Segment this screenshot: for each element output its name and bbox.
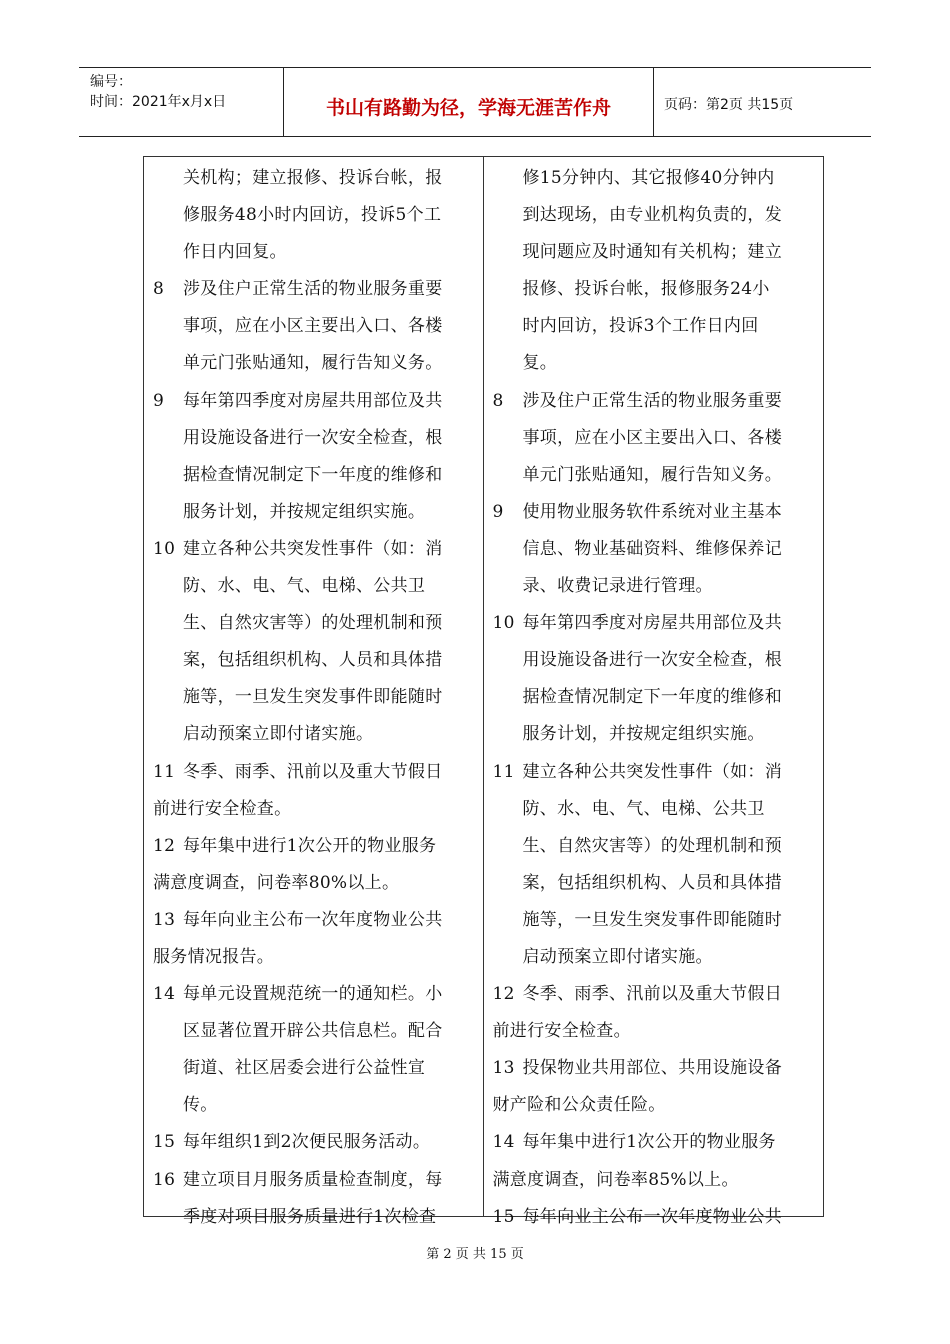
item-text: 涉及住户正常生活的物业服务重要 (522, 390, 782, 411)
item-text: 生、自然灾害等）的处理机制和预 (183, 613, 443, 634)
item-text: 前进行安全检查。 (153, 798, 292, 819)
item-text: 施等，一旦发生突发事件即能随时 (183, 687, 443, 708)
text-line (153, 308, 473, 345)
text-line (153, 345, 473, 382)
item-text: 防、水、电、气、电梯、公共卫 (522, 798, 765, 819)
text-line (153, 902, 473, 939)
item-text: 事项，应在小区主要出入口、各楼 (522, 427, 782, 448)
item-text: 传。 (183, 1095, 218, 1116)
text-line (493, 197, 814, 234)
item-text: 事项，应在小区主要出入口、各楼 (183, 316, 443, 337)
text-line (153, 1013, 473, 1050)
left-column (144, 157, 484, 1227)
item-text: 建立各种公共突发性事件（如：消 (183, 538, 443, 559)
text-line (153, 1124, 473, 1161)
item-number: 11 (153, 761, 176, 782)
text-line (153, 271, 473, 308)
item-text: 案，包括组织机构、人员和具体措 (183, 650, 443, 671)
header-motto: 书山有路勤为径，学海无涯苦作舟 (284, 68, 654, 136)
item-text: 每年向业主公布一次年度物业公共 (522, 1206, 782, 1227)
item-text: 到达现场，由专业机构负责的，发 (522, 205, 782, 226)
text-line (493, 754, 814, 791)
item-text: 每年向业主公布一次年度物业公共 (183, 909, 443, 930)
item-text: 季度对项目服务质量进行1次检查 (183, 1206, 437, 1227)
item-text: 报修、投诉台帐，报修服务24小 (522, 279, 770, 300)
text-line (493, 234, 814, 271)
text-line (493, 1050, 814, 1087)
item-text: 每年第四季度对房屋共用部位及共 (522, 613, 782, 634)
text-line (493, 865, 814, 902)
text-line (493, 383, 814, 420)
item-text: 满意度调查，问卷率85%以上。 (492, 1169, 739, 1190)
item-text: 每年组织1到2次便民服务活动。 (183, 1132, 431, 1153)
header-page-info: 页码：第2页 共15页 (664, 97, 794, 113)
page-footer: 第 2 页 共 15 页 (426, 1247, 524, 1262)
text-line (153, 1199, 473, 1236)
item-number: 8 (492, 390, 504, 411)
item-text: 录、收费记录进行管理。 (522, 576, 713, 597)
text-line (153, 754, 473, 791)
text-line (493, 1124, 814, 1161)
text-line (153, 939, 473, 976)
text-line (153, 605, 473, 642)
text-line (153, 234, 473, 271)
item-text: 服务情况报告。 (153, 946, 275, 967)
text-line (493, 308, 814, 345)
item-text: 涉及住户正常生活的物业服务重要 (183, 279, 443, 300)
text-line (153, 197, 473, 234)
text-line (493, 457, 814, 494)
item-text: 每年第四季度对房屋共用部位及共 (183, 390, 443, 411)
item-text: 单元门张贴通知，履行告知义务。 (522, 464, 782, 485)
item-text: 前进行安全检查。 (492, 1021, 631, 1042)
text-line (493, 1087, 814, 1124)
item-text: 服务计划，并按规定组织实施。 (183, 501, 426, 522)
text-line (493, 160, 814, 197)
item-text: 投保物业共用部位、共用设施设备 (522, 1058, 782, 1079)
text-line (493, 1013, 814, 1050)
text-line (153, 976, 473, 1013)
text-line (493, 642, 814, 679)
item-number: 9 (153, 390, 165, 411)
text-line (153, 383, 473, 420)
item-text: 每年集中进行1次公开的物业服务 (522, 1132, 776, 1153)
item-text: 服务计划，并按规定组织实施。 (522, 724, 765, 745)
text-line (493, 902, 814, 939)
item-text: 作日内回复。 (183, 242, 287, 263)
item-number: 12 (153, 835, 176, 856)
item-text: 每年集中进行1次公开的物业服务 (183, 835, 437, 856)
item-text: 建立项目月服务质量检查制度，每 (183, 1169, 443, 1190)
item-text: 每单元设置规范统一的通知栏。小 (183, 984, 443, 1005)
item-number: 13 (153, 909, 176, 930)
text-line (153, 791, 473, 828)
item-text: 单元门张贴通知，履行告知义务。 (183, 353, 443, 374)
item-text: 生、自然灾害等）的处理机制和预 (522, 835, 782, 856)
item-text: 施等，一旦发生突发事件即能随时 (522, 909, 782, 930)
text-line (493, 271, 814, 308)
header-meta (79, 68, 284, 136)
item-number: 16 (153, 1169, 176, 1190)
item-number: 10 (492, 613, 515, 634)
item-text: 区显著位置开辟公共信息栏。配合 (183, 1021, 443, 1042)
text-line (153, 1050, 473, 1087)
item-text: 修服务48小时内回访，投诉5个工 (183, 205, 442, 226)
item-number: 9 (492, 501, 504, 522)
item-text: 冬季、雨季、汛前以及重大节假日 (522, 984, 782, 1005)
item-text: 建立各种公共突发性事件（如：消 (522, 761, 782, 782)
text-line (493, 716, 814, 753)
item-text: 启动预案立即付诸实施。 (183, 724, 374, 745)
text-line (153, 160, 473, 197)
text-line (493, 679, 814, 716)
serial-label: 编号： (90, 74, 132, 90)
text-line (153, 828, 473, 865)
item-text: 据检查情况制定下一年度的维修和 (183, 464, 443, 485)
item-number: 14 (153, 984, 176, 1005)
text-line (153, 1162, 473, 1199)
text-line (493, 1162, 814, 1199)
item-text: 信息、物业基础资料、维修保养记 (522, 538, 782, 559)
item-number: 15 (153, 1132, 176, 1153)
text-line (153, 531, 473, 568)
item-text: 用设施设备进行一次安全检查，根 (522, 650, 782, 671)
text-line (153, 716, 473, 753)
text-line (493, 531, 814, 568)
text-line (493, 345, 814, 382)
item-text: 冬季、雨季、汛前以及重大节假日 (183, 761, 443, 782)
text-line (153, 494, 473, 531)
item-text: 防、水、电、气、电梯、公共卫 (183, 576, 426, 597)
text-line (153, 1087, 473, 1124)
item-text: 现问题应及时通知有关机构；建立 (522, 242, 782, 263)
item-text: 修15分钟内、其它报修40分钟内 (522, 168, 775, 188)
item-number: 14 (492, 1132, 515, 1153)
text-line (493, 605, 814, 642)
item-text: 时内回访，投诉3个工作日内回 (522, 316, 759, 337)
text-line (493, 568, 814, 605)
left-column-lines (144, 157, 483, 1236)
text-line (153, 865, 473, 902)
item-text: 财产险和公众责任险。 (492, 1095, 666, 1116)
item-text: 使用物业服务软件系统对业主基本 (522, 501, 782, 522)
item-text: 案，包括组织机构、人员和具体措 (522, 872, 782, 893)
item-text: 据检查情况制定下一年度的维修和 (522, 687, 782, 708)
time-label: 时间：2021年x月x日 (90, 94, 227, 110)
item-text: 街道、社区居委会进行公益性宣 (183, 1058, 426, 1079)
item-text: 满意度调查，问卷率80%以上。 (153, 872, 400, 893)
item-text: 用设施设备进行一次安全检查，根 (183, 427, 443, 448)
text-line (153, 568, 473, 605)
text-line (493, 494, 814, 531)
item-number: 11 (492, 761, 515, 782)
text-line (153, 457, 473, 494)
text-line (493, 976, 814, 1013)
item-number: 10 (153, 538, 176, 559)
item-number: 12 (492, 984, 515, 1005)
text-line (153, 420, 473, 457)
item-text: 复。 (522, 353, 558, 374)
text-line (493, 791, 814, 828)
text-line (493, 420, 814, 457)
item-text: 启动预案立即付诸实施。 (522, 946, 713, 967)
item-number: 15 (492, 1206, 515, 1227)
text-line (493, 1199, 814, 1236)
item-text: 关机构；建立报修、投诉台帐，报 (183, 168, 443, 188)
text-line (493, 939, 814, 976)
item-number: 8 (153, 279, 165, 300)
text-line (153, 642, 473, 679)
item-number: 13 (492, 1058, 515, 1079)
right-column (484, 157, 824, 1227)
text-line (153, 679, 473, 716)
page-header (79, 67, 871, 137)
content-table (143, 156, 824, 1227)
right-column-lines (484, 157, 824, 1236)
text-line (493, 828, 814, 865)
